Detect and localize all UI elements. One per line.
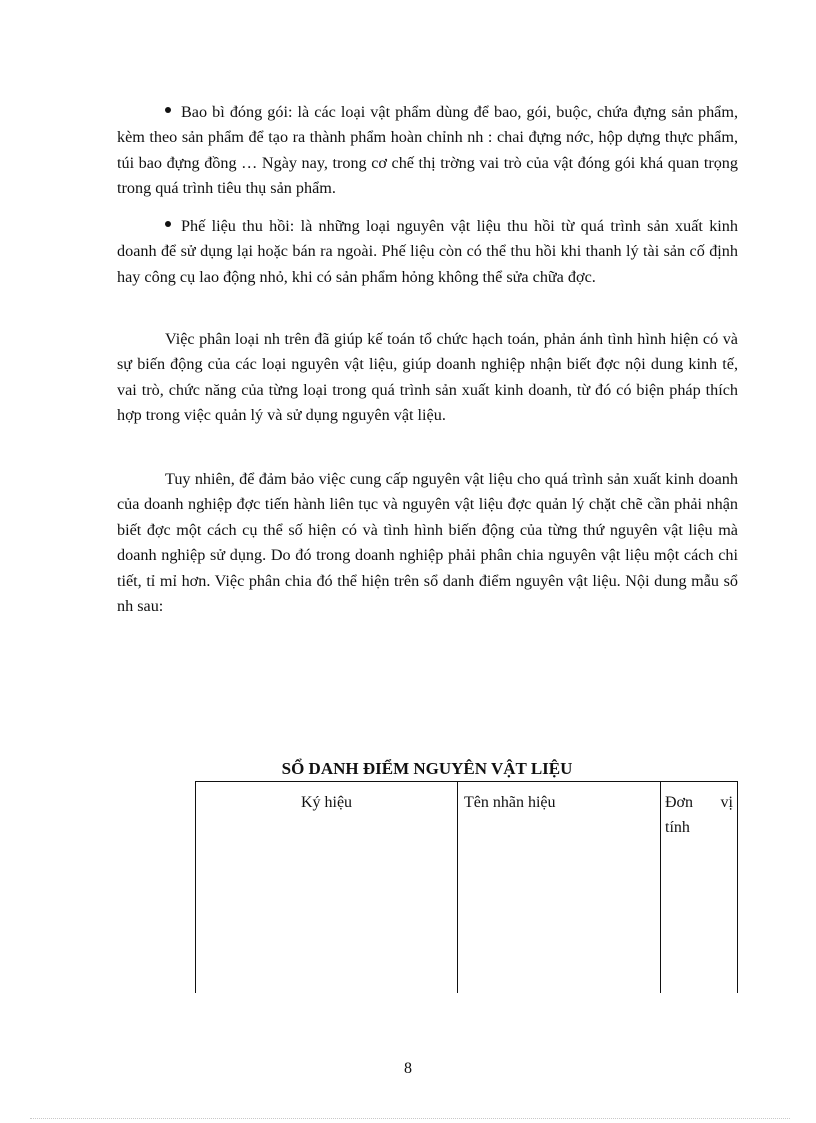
column-header-unit [661,782,738,994]
paragraph-packaging [117,100,738,202]
bullet-icon [165,221,171,227]
classification-text: Việc phân loại nh trên đã giúp kế toán tổ chức hạch toán, phản ánh tình hình hiện có và sự biến động của các loại nguyên vật liệu, giúp doanh nghiệp nhận biết đợc nội dung kinh tế, vai trò, chức năng của từng loại trong quá trình sản xuất kinh doanh, từ đó có biện pháp thích hợp trong việc quản lý và sử dụng nguyên vật liệu. [117,330,738,425]
bullet-icon [165,107,171,113]
paragraph-scrap [117,214,738,290]
column-header-symbol: Ký hiệu [196,782,458,994]
paragraph-however [117,467,738,619]
packaging-label: Bao bì đóng gói: [181,103,293,121]
packaging-text: là các loại vật phẩm dùng để bao, gói, buộc, chứa đựng sản phẩm, kèm theo sản phẩm để tạo ra thành phẩm hoàn chỉnh nh : chai đựng nớc, hộp dựng thực phẩm, túi bao đựng đồng … Ngày nay, trong cơ chế thị trờng vai trò của vật đóng gói khá quan trọng trong quá trình tiêu thụ sản phẩm. [117,103,738,198]
however-text: Tuy nhiên, để đảm bảo việc cung cấp nguyên vật liệu cho quá trình sản xuất kinh doanh của doanh nghiệp đợc tiến hành liên tục và nguyên vật liệu đợc quản lý chặt chẽ cần phải nhận biết đợc một cách cụ thể số hiện có và tình hình biến động của từng thứ nguyên vật liệu mà doanh nghiệp sử dụng. Do đó trong doanh nghiệp phải phân chia nguyên vật liệu một cách chi tiết, tỉ mỉ hơn. Việc phân chia đó thể hiện trên sổ danh điểm nguyên vật liệu. Nội dung mẫu sổ nh sau: [117,470,738,616]
column-header-brand-name: Tên nhãn hiệu [458,782,661,994]
material-catalog-table [195,781,738,993]
unit-line-1: Đơn vị [665,794,733,811]
unit-line-2: tính [665,819,690,836]
scrap-label: Phế liệu thu hồi: [181,217,295,235]
table-title: SỔ DANH ĐIỂM NGUYÊN VẬT LIỆU [281,759,573,778]
paragraph-classification [117,327,738,429]
table-header-row [196,782,738,994]
scrap-text: là những loại nguyên vật liệu thu hồi từ quá trình sản xuất kinh doanh để sử dụng lại hoặc bán ra ngoài. Phế liệu còn có thể thu hồi khi thanh lý tài sản cố định hay công cụ lao động nhỏ, khi có sản phẩm hỏng không thể sửa chữa đợc. [117,217,738,286]
page-bottom-border [30,1118,790,1119]
page-number: 8 [404,1060,412,1077]
